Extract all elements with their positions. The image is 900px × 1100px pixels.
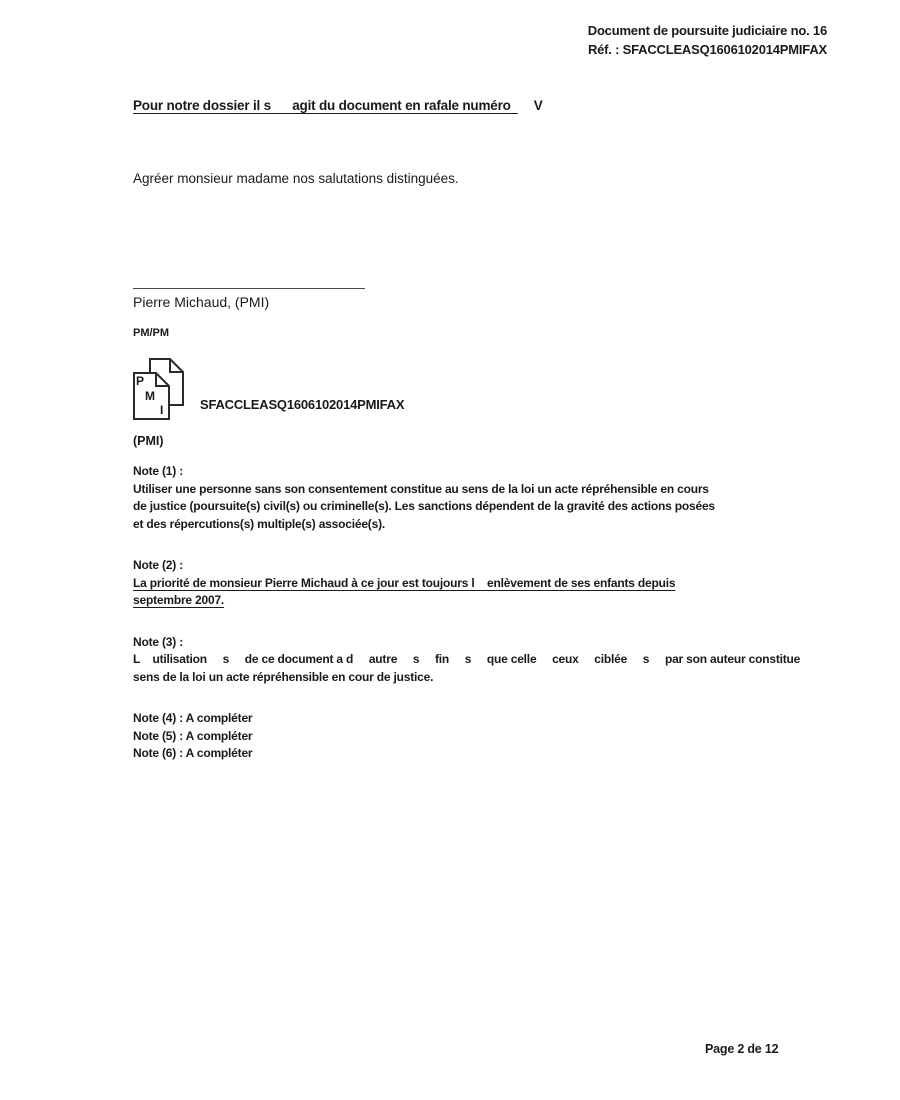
page-number: Page 2 de 12 — [705, 1042, 779, 1056]
note-5: Note (5) : A compléter — [133, 728, 253, 743]
notes-to-complete — [133, 710, 800, 763]
signature-name: Pierre Michaud, (PMI) — [133, 294, 270, 310]
icon-letter-i: I — [160, 403, 164, 417]
note-6: Note (6) : A compléter — [133, 746, 253, 760]
note-3 — [133, 634, 800, 687]
notes-section — [133, 463, 800, 787]
note-3-line-1: L utilisation s de ce document a d autre s fin s que celle ceux ciblée s par son auteur constitue — [133, 652, 801, 666]
note-2-line-2: septembre 2007. — [133, 593, 225, 607]
document-header — [588, 21, 827, 59]
subject-line — [133, 98, 543, 113]
note-2 — [133, 557, 800, 610]
attachment-author-initials: (PMI) — [133, 434, 164, 448]
note-3-line-2: sens de la loi un acte répréhensible en cour de justice. — [133, 669, 434, 684]
note-4: Note (4) : A compléter — [133, 711, 253, 725]
subject-suffix: V — [533, 98, 543, 113]
icon-letter-m: M — [145, 389, 155, 403]
note-2-label: Note (2) : — [133, 558, 183, 572]
note-1 — [133, 463, 800, 533]
subject-underlined-text: Pour notre dossier il s agit du document en rafale numéro — [133, 98, 518, 113]
note-1-line-3: et des répercutions(s) multiple(s) associée(s). — [133, 516, 386, 531]
signature-line — [133, 273, 365, 289]
icon-letter-p: P — [136, 374, 145, 388]
signature-initials: PM/PM — [133, 327, 170, 339]
header-reference: Réf. : SFACCLEASQ1606102014PMIFAX — [587, 42, 827, 57]
note-1-label: Note (1) : — [133, 464, 183, 478]
attachment-reference-code: SFACCLEASQ1606102014PMIFAX — [200, 397, 405, 412]
note-3-label: Note (3) : — [133, 634, 183, 649]
note-1-line-2: de justice (poursuite(s) civil(s) ou criminelle(s). Les sanctions dépendent de la gravité des actions posées — [133, 499, 715, 513]
pmi-stacked-documents-icon — [131, 358, 187, 420]
closing-salutation: Agréer monsieur madame nos salutations distinguées. — [133, 171, 459, 186]
note-2-line-1: La priorité de monsieur Pierre Michaud à ce jour est toujours l enlèvement de ses enfants depuis — [133, 575, 676, 590]
header-title: Document de poursuite judiciaire no. 16 — [587, 23, 827, 38]
note-1-line-1: Utiliser une personne sans son consentement constitue au sens de la loi un acte répréhensible en cours — [133, 481, 709, 496]
